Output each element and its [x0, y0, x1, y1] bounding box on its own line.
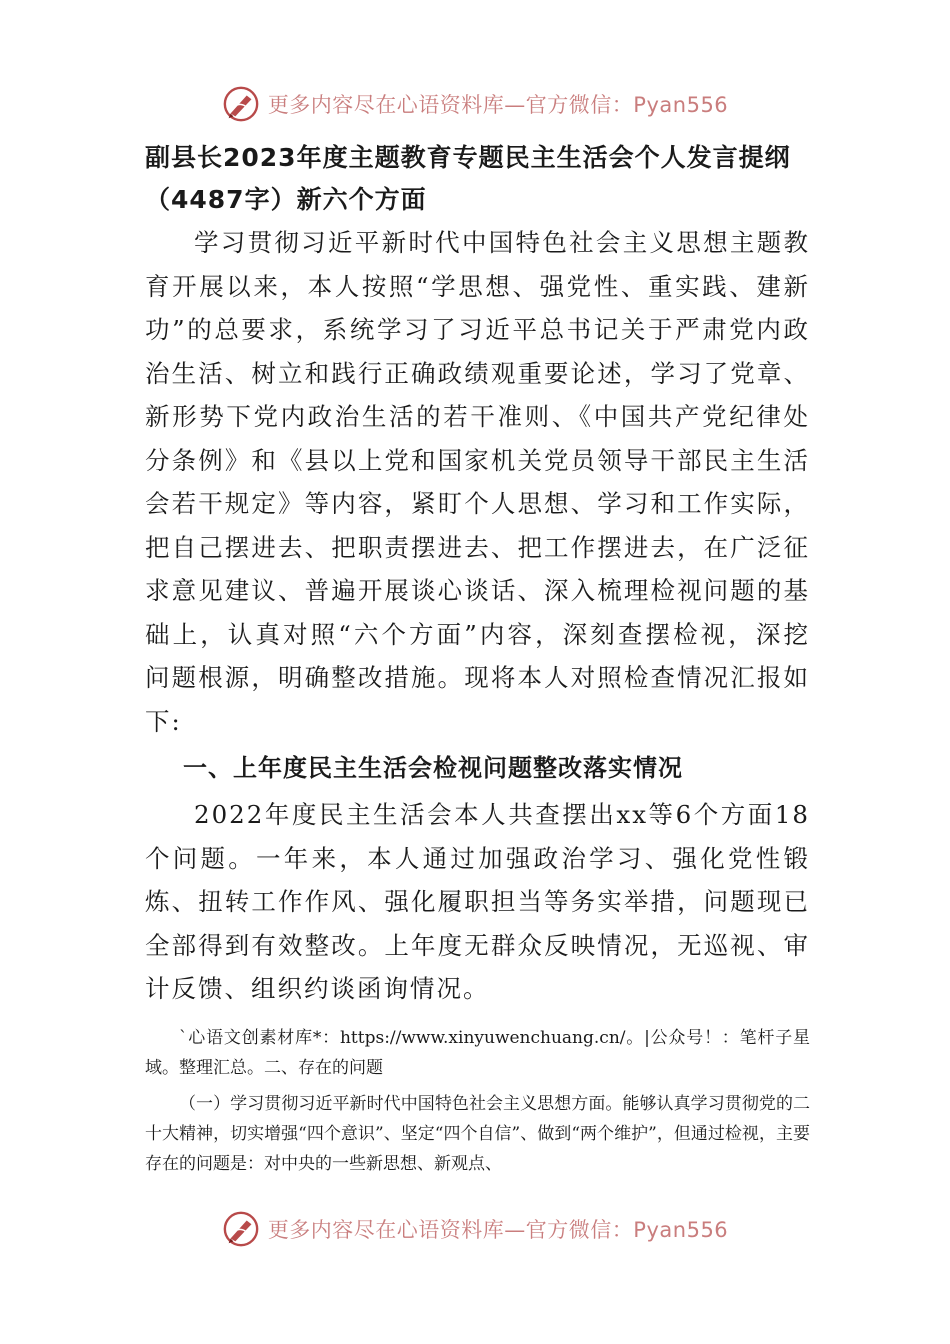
- source-note-paragraph: `心语文创素材库*：https://www.xinyuwenchuang.cn/。|公众号！：笔杆子星域。整理汇总。二、存在的问题: [145, 1027, 810, 1078]
- pen-circle-logo-icon: [222, 85, 260, 123]
- document-title-line1: 副县长2023年度主题教育专题民主生活会个人发言提纲: [145, 143, 791, 172]
- subsection1-paragraph: （一）学习贯彻习近平新时代中国特色社会主义思想方面。能够认真学习贯彻党的二十大精神，切实增强“四个意识”、坚定“四个自信”、做到“两个维护”，但通过检视，主要存在的问题是：对中央的一些新思想、新观点、: [145, 1093, 810, 1174]
- pen-circle-logo-icon: [222, 1210, 260, 1248]
- watermark-text: 更多内容尽在心语资料库—官方微信：Pyan556: [267, 1218, 729, 1242]
- watermark-text: 更多内容尽在心语资料库—官方微信：Pyan556: [267, 93, 729, 117]
- intro-paragraph: 学习贯彻习近平新时代中国特色社会主义思想主题教育开展以来，本人按照“学思想、强党性、重实践、建新功”的总要求，系统学习了习近平总书记关于严肃党内政治生活、树立和践行正确政绩观重要论述，学习了党章、新形势下党内政治生活的若干准则、《中国共产党纪律处分条例》和《县以上党和国家机关党员领导干部民主生活会若干规定》等内容，紧盯个人思想、学习和工作实际，把自己摆进去、把职责摆进去、把工作摆进去，在广泛征求意见建议、普遍开展谈心谈话、深入梳理检视问题的基础上，认真对照“六个方面”内容，深刻查摆检视，深挖问题根源，明确整改措施。现将本人对照检查情况汇报如下:: [145, 228, 810, 736]
- watermark-banner-bottom: [0, 1207, 950, 1251]
- document-body: [145, 137, 810, 1179]
- section1-heading: 一、上年度民主生活会检视问题整改落实情况: [183, 754, 683, 782]
- section1-paragraph: 2022年度民主生活会本人共查摆出xx等6个方面18个问题。一年来，本人通过加强政治学习、强化党性锻炼、扭转工作作风、强化履职担当等务实举措，问题现已全部得到有效整改。上年度无群众反映情况，无巡视、审计反馈、组织约谈函询情况。: [145, 800, 810, 1003]
- document-title-line2: （4487字）新六个方面: [145, 185, 427, 214]
- watermark-banner-top: [0, 82, 950, 126]
